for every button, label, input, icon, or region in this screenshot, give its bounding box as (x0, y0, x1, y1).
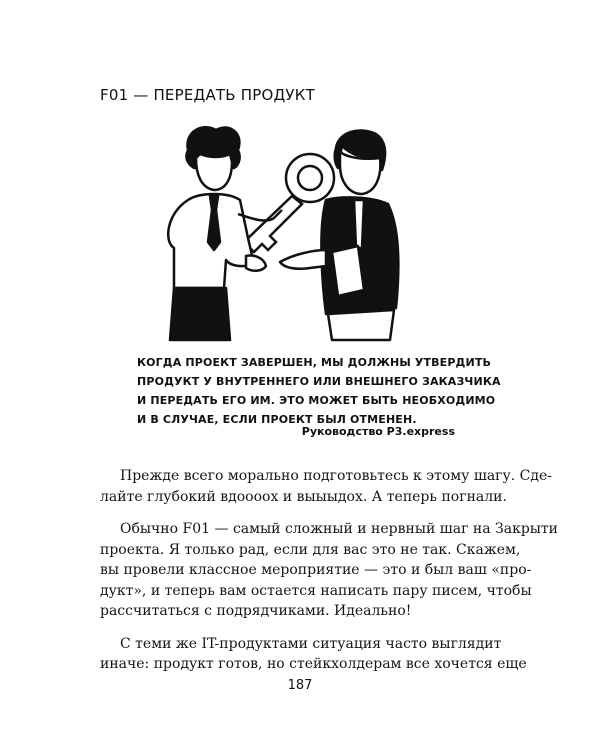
quote-line: И ПЕРЕДАТЬ ЕГО ИМ. ЭТО МОЖЕТ БЫТЬ НЕОБХОДИМО (137, 394, 496, 407)
page-number: 187 (287, 678, 313, 693)
text-line: лайте глубокий вдоооох и выыыдох. А теперь погнали. (100, 488, 507, 505)
text-line: иначе: продукт готов, но стейкхолдерам все хочется еще (100, 656, 527, 672)
text-line: вы провели классное мероприятие — это и был ваш «про- (100, 562, 532, 578)
body-text (100, 466, 559, 687)
text-line: Прежде всего морально подготовьтесь к этому шагу. Сде- (120, 468, 553, 484)
section-heading: F01 — ПЕРЕДАТЬ ПРОДУКТ (100, 86, 315, 104)
text-line: С теми же IT-продуктами ситуация часто выглядит (120, 635, 502, 652)
quote-line: И В СЛУЧАЕ, ЕСЛИ ПРОЕКТ БЫЛ ОТМЕНЕН. (137, 413, 417, 426)
paragraph (100, 466, 553, 507)
text-line: проекта. Я только рад, если для вас это не так. Скажем, (100, 541, 521, 558)
text-line: рассчитаться с подрядчиками. Идеально! (100, 603, 412, 619)
paragraph (100, 519, 559, 622)
quote-source: Руководство P3.express (301, 425, 455, 438)
paragraph (100, 634, 527, 675)
handing-over-key-illustration (150, 118, 400, 350)
epigraph-quote (137, 353, 501, 429)
quote-line: КОГДА ПРОЕКТ ЗАВЕРШЕН, МЫ ДОЛЖНЫ УТВЕРДИТЬ (137, 356, 492, 369)
quote-line: ПРОДУКТ У ВНУТРЕННЕГО ИЛИ ВНЕШНЕГО ЗАКАЗЧИКА (137, 375, 501, 388)
text-line: дукт», и теперь вам остается написать пару писем, чтобы (100, 582, 532, 599)
text-line: Обычно F01 — самый сложный и нервный шаг на Закрыти (120, 521, 559, 537)
